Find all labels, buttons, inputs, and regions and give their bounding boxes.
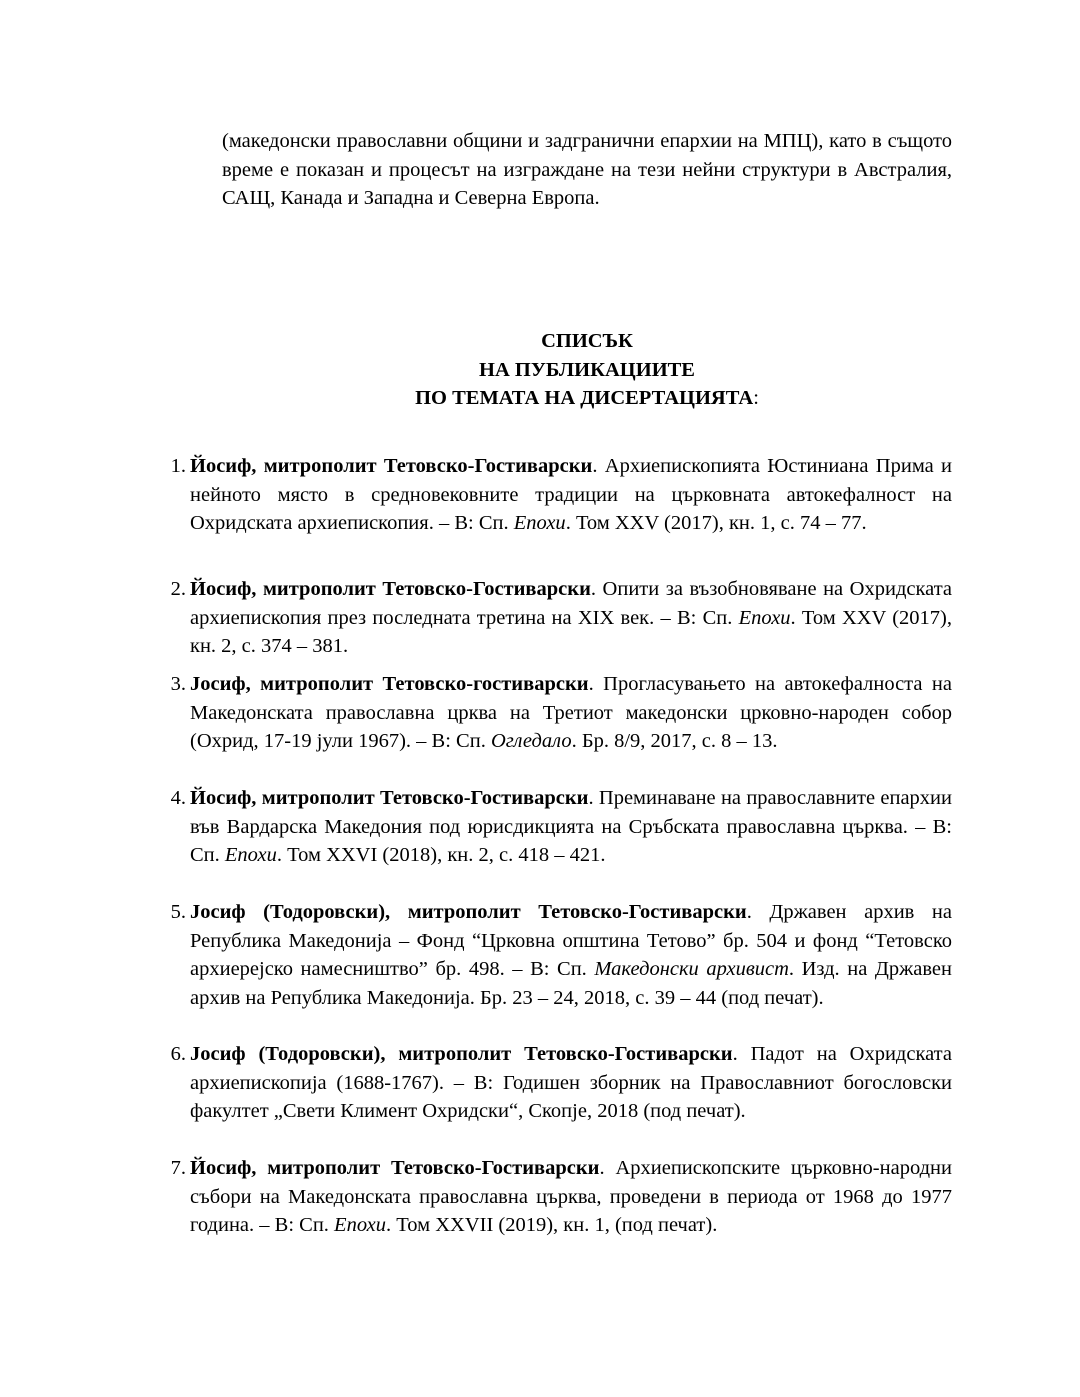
publication-journal: Огледало <box>490 730 572 752</box>
heading-line-2: НА ПУБЛИКАЦИИТЕ <box>479 358 695 381</box>
publication-title: . Архиепископските църковно-народни събори на Македонската православна църква, проведени в периода от 1968 до 1977 година. – В: Сп. <box>190 1157 952 1236</box>
publication-journal: Епохи <box>224 844 277 866</box>
publication-item <box>170 1040 952 1126</box>
publication-details: . Том XXV (2017), кн. 1, с. 74 – 77. <box>565 512 867 534</box>
publication-item <box>170 452 952 538</box>
publication-journal: Епохи <box>513 512 566 534</box>
publication-author: Йосиф, митрополит Тетовско-Гостиварски <box>190 578 591 600</box>
publication-details: . Том XXV (2017), кн. 2, с. 374 – 381. <box>190 606 952 657</box>
publication-number: 5. <box>170 901 186 923</box>
publication-author: Йосиф, митрополит Тетовско-Гостиварски <box>190 787 589 809</box>
publication-author: Йосиф, митрополит Тетовско-Гостиварски <box>190 455 593 477</box>
publication-author: Јосиф (Тодоровски), митрополит Тетовско-Гостиварски <box>190 1043 733 1065</box>
intro-paragraph: (македонски православни общини и задгранични епархии на МПЦ), като в същото време е показан и процесът на изграждане на тези нейни структури в Австралия, САЩ, Канада и Западна и Северна Европа. <box>222 130 952 209</box>
publication-item <box>170 575 952 661</box>
publication-author: Йосиф, митрополит Тетовско-Гостиварски <box>190 1157 600 1179</box>
publication-number: 3. <box>170 673 186 695</box>
publication-details: . Изд. на Државен архив на Република Македонија. Бр. 23 – 24, 2018, с. 39 – 44 (под печат). <box>190 958 952 1009</box>
heading-line-1: СПИСЪК <box>541 330 633 352</box>
publication-item <box>170 784 952 870</box>
publication-title: . Државен архив на Република Македонија – Фонд “Црковна општина Тетово” бр. 504 и фонд “Тетовско архиерејско намесништво” бр. 498. – В: Сп. <box>190 901 952 980</box>
publication-details: . Том XXVII (2019), кн. 1, (под печат). <box>386 1214 718 1236</box>
publication-title: . Падот на Охридската архиепископија (1688-1767). – В: Годишен зборник на Православниот богословски факултет „Свети Климент Охридски“, Скопје, 2018 (под печат). <box>190 1043 952 1122</box>
publication-number: 7. <box>170 1157 186 1179</box>
publication-details: . Бр. 8/9, 2017, с. 8 – 13. <box>571 730 778 752</box>
publication-number: 4. <box>170 787 186 809</box>
publication-journal: Епохи <box>738 606 791 629</box>
publication-title: . Архиепископията Юстиниана Прима и нейното място в средновековните традиции на църковната автокефалност на Охридската архиепископия. – В: Сп. <box>190 455 952 534</box>
publication-number: 2. <box>170 578 186 600</box>
publication-item <box>170 670 952 756</box>
publication-title: . Прогласувањето на автокефалноста на Македонската православна црква на Третиот македонски црковно-народен собор (Охрид, 17-19 јули 1967). – В: Сп. <box>190 673 952 752</box>
publications-heading <box>222 327 952 413</box>
publication-item <box>170 898 952 1012</box>
publication-author: Јосиф (Тодоровски), митрополит Тетовско-Гостиварски <box>190 901 747 923</box>
publication-title: . Преминаване на православните епархии във Вардарска Македония под юрисдикцията на Сръбската православна църква. – В: Сп. <box>190 787 952 866</box>
publication-details: . Том XXVI (2018), кн. 2, с. 418 – 421. <box>276 844 606 866</box>
publication-journal: Македонски архивист <box>594 958 789 980</box>
publication-item <box>170 1154 952 1240</box>
publication-number: 6. <box>170 1043 186 1065</box>
publication-title: . Опити за възобновяване на Охридската архиепископия през последната третина на XIX век. – В: Сп. <box>190 578 952 629</box>
heading-line-3 <box>222 384 952 413</box>
heading-line-3-text: ПО ТЕМАТА НА ДИСЕРТАЦИЯТА <box>415 387 754 409</box>
heading-colon: : <box>753 387 759 409</box>
publication-number: 1. <box>170 455 186 477</box>
publication-journal: Епохи <box>334 1214 387 1236</box>
publication-author: Јосиф, митрополит Тетовско-гостиварски <box>190 673 589 695</box>
